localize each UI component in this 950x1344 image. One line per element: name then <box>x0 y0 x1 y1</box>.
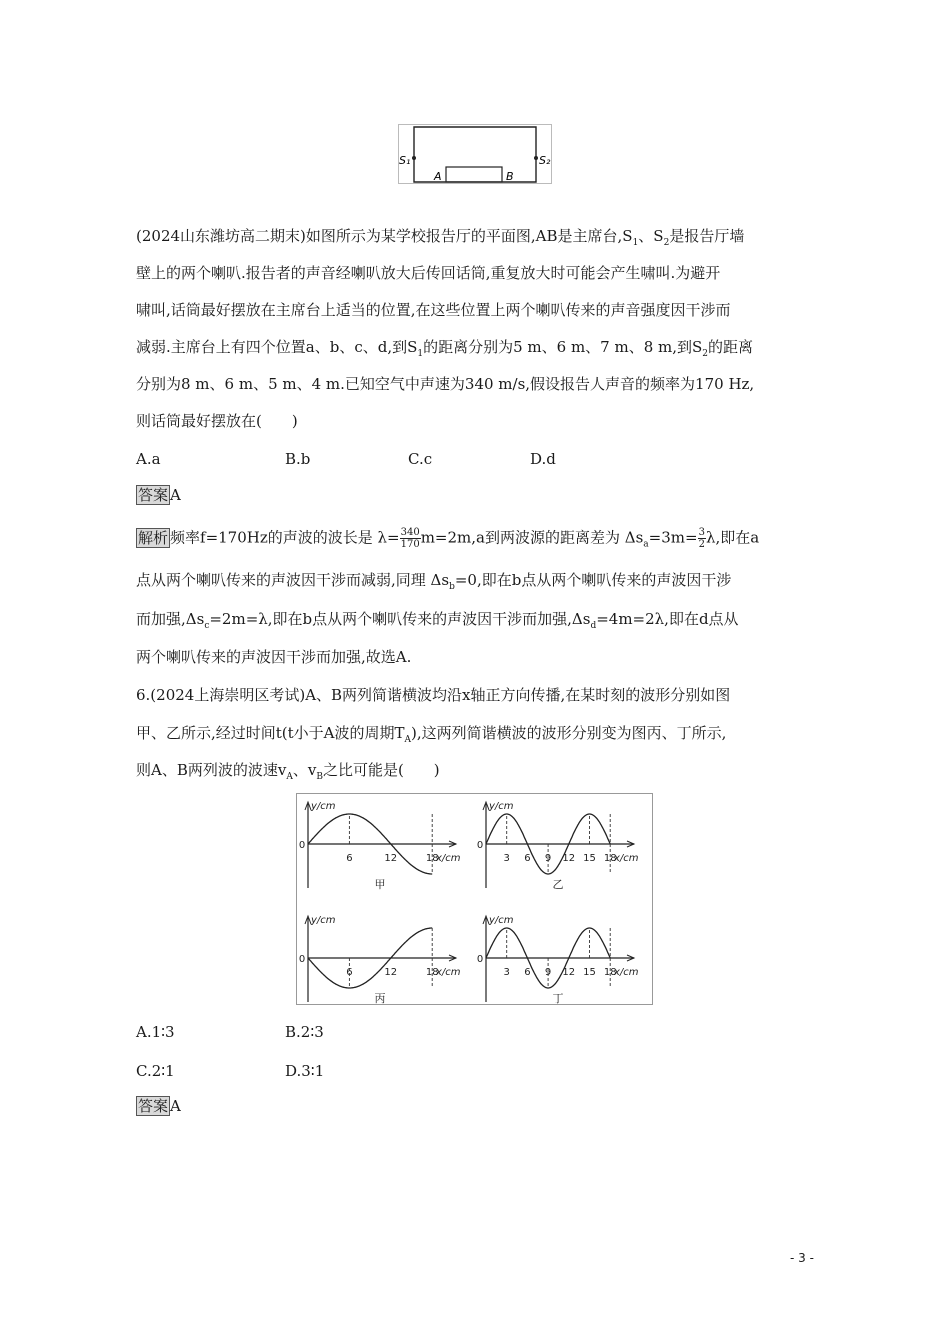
q5-analysis-line-4: 两个喇叭传来的声波因干涉而加强,故选A. <box>136 648 412 666</box>
x-axis-label: x/cm <box>436 967 461 978</box>
q6-line-1: 6.(2024上海崇明区考试)A、B两列简谐横波均沿x轴正方向传播,在某时刻的波形分别如图 <box>136 686 731 704</box>
q5-option-b: B.b <box>285 450 311 468</box>
page-number: - 3 - <box>790 1251 814 1265</box>
answer-value: A <box>170 1097 181 1115</box>
y-axis-label: y/cm <box>489 915 514 926</box>
q5-analysis-line-3: 而加强$,\Delta s_c=2m=\lambda$,即在b点从两个喇叭传来的声波因干涉而加强$,\Delta s_d=4m=2\lambda$,即在d点从 <box>136 610 739 631</box>
tick-label: 15 <box>583 967 596 978</box>
tick-label: 6 <box>524 853 531 864</box>
panel-name: 丙 <box>374 992 386 1005</box>
tick-label: 12 <box>562 853 576 864</box>
tick-label: 12 <box>384 853 398 864</box>
tick-label: 18 <box>425 853 439 864</box>
x-axis-label: x/cm <box>614 967 639 978</box>
q5-answer <box>136 485 181 505</box>
tick-label: 6 <box>346 853 353 864</box>
tick-label: 18 <box>425 967 439 978</box>
q5-option-d: D.d <box>530 450 556 468</box>
q5-line-4: 减弱.主席台上有四个位置a、b、c、d,到$S_1$的距离分别为5 m、6 m、7 m、8 m,到$S_2$的距离 <box>136 338 754 359</box>
x-axis-label: x/cm <box>614 853 639 864</box>
tick-label: 6 <box>346 967 353 978</box>
q5-option-a: A.a <box>136 450 161 468</box>
y-axis-label: y/cm <box>489 801 514 812</box>
tick-label: 9 <box>544 853 552 864</box>
q6-option-c: C.2∶1 <box>136 1062 175 1080</box>
q5-line-6: 则话筒最好摆放在( ) <box>136 412 298 430</box>
y-axis-label: y/cm <box>311 801 336 812</box>
origin-label: 0 <box>476 954 484 965</box>
q5-option-c: C.c <box>408 450 433 468</box>
q5-analysis-line-1: 解析 频率f=170Hz的声波的波长是 λ= $\frac{340}{170}$ m=2m,a到两波源的距离差为 $\Delta s_a=3m=$ $\frac{3}{2}$ λ,即在a <box>138 527 760 550</box>
analysis-tag: 解析 <box>138 528 169 547</box>
origin-label: 0 <box>476 840 484 851</box>
tick-label: 15 <box>583 853 596 864</box>
q5-line-3: 啸叫,话筒最好摆放在主席台上适当的位置,在这些位置上两个喇叭传来的声音强度因干涉而 <box>136 301 731 319</box>
tick-label: 3 <box>503 853 510 864</box>
hall-plan-figure <box>398 124 552 184</box>
y-axis-label: y/cm <box>311 915 336 926</box>
wave-figure <box>296 793 653 1005</box>
origin-label: 0 <box>298 840 306 851</box>
answer-value: A <box>170 486 181 504</box>
s2-label: S₂ <box>539 154 551 167</box>
q5-line-2: 壁上的两个喇叭.报告者的声音经喇叭放大后传回话筒,重复放大时可能会产生啸叫.为避开 <box>136 264 721 282</box>
s1-label: S₁ <box>399 154 411 167</box>
tick-label: 12 <box>562 967 576 978</box>
answer-tag: 答案 <box>138 486 169 504</box>
b-label: B <box>506 170 514 183</box>
q6-line-2: 甲、乙所示,经过时间t(t小于A波的周期$T_A$),这两列简谐横波的波形分别变为图丙、丁所示, <box>136 724 727 745</box>
q5-line-5: 分别为8 m、6 m、5 m、4 m.已知空气中声速为340 m/s,假设报告人声音的频率为170 Hz, <box>136 375 755 393</box>
q6-option-b: B.2∶3 <box>285 1023 324 1041</box>
answer-tag: 答案 <box>138 1097 169 1115</box>
tick-label: 3 <box>503 967 510 978</box>
panel-name: 丁 <box>552 992 564 1005</box>
q6-option-d: D.3∶1 <box>285 1062 325 1080</box>
x-axis-label: x/cm <box>436 853 461 864</box>
q6-option-a: A.1∶3 <box>136 1023 175 1041</box>
q5-line-1: (2024山东潍坊高二期末)如图所示为某学校报告厅的平面图,AB是主席台$,S_1$、$S_2$是报告厅墙 <box>136 227 745 248</box>
a-label: A <box>434 170 442 183</box>
origin-label: 0 <box>298 954 306 965</box>
q6-line-3: 则A、B两列波的波速$v_A$、$v_B$之比可能是( ) <box>136 761 440 782</box>
tick-label: 18 <box>603 967 617 978</box>
panel-name: 甲 <box>374 878 386 891</box>
tick-label: 6 <box>524 967 531 978</box>
tick-label: 9 <box>544 967 552 978</box>
q6-answer <box>136 1096 181 1116</box>
tick-label: 18 <box>603 853 617 864</box>
tick-label: 12 <box>384 967 398 978</box>
q5-analysis-line-2: 点从两个喇叭传来的声波因干涉而减弱,同理 $\Delta s_b=0$,即在b点从两个喇叭传来的声波因干涉 <box>136 571 732 592</box>
panel-name: 乙 <box>552 878 564 891</box>
